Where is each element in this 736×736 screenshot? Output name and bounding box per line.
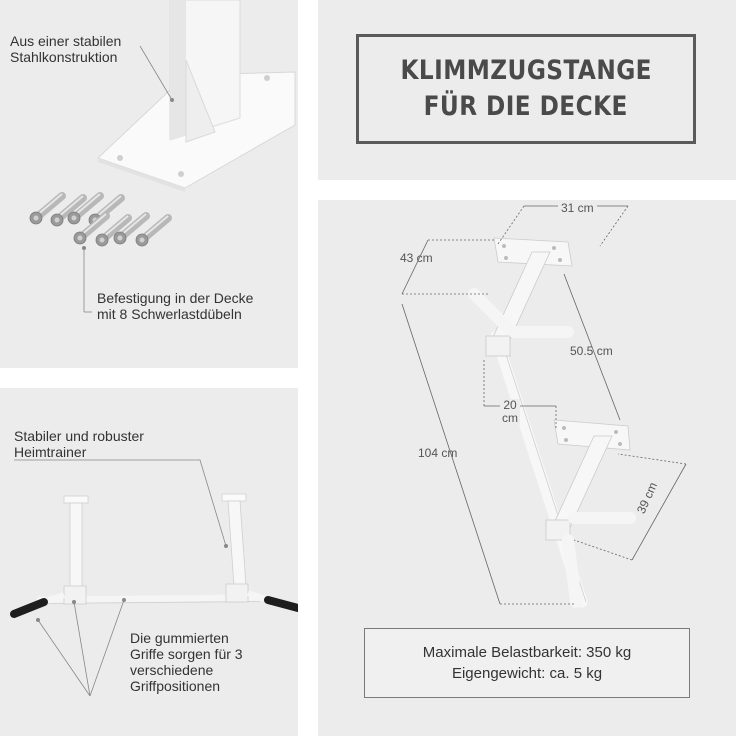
title-panel xyxy=(318,0,736,180)
dimension-top-width: 31 cm xyxy=(558,201,597,215)
dimension-total-length: 104 cm xyxy=(418,446,458,460)
dimension-end-length: 39 cm xyxy=(634,480,661,516)
max-load-text: Maximale Belastbarkeit: 350 kg xyxy=(422,644,632,661)
caption-line: Heimtrainer xyxy=(14,444,87,460)
product-title-line-2: FÜR DIE DECKE xyxy=(423,91,629,122)
caption-line: Stahlkonstruktion xyxy=(10,49,118,65)
caption-line: Befestigung in der Decke xyxy=(97,290,254,306)
ceiling-mounting-caption xyxy=(97,290,253,322)
caption-line: Die gummierten xyxy=(130,630,229,646)
dimension-bar-spacing-value: 20 xyxy=(503,398,517,412)
caption-line: Stabiler und robuster xyxy=(14,428,144,444)
steel-construction-panel xyxy=(0,0,298,368)
caption-line: verschiedene xyxy=(130,662,214,678)
caption-line: Griffe sorgen für 3 xyxy=(130,646,243,662)
product-title-line-1: KLIMMZUGSTANGE xyxy=(400,55,652,86)
home-trainer-panel xyxy=(0,388,298,736)
specs-box xyxy=(364,628,690,698)
dimension-mount-height: 43 cm xyxy=(400,251,433,265)
dimension-bar-spacing-unit: cm xyxy=(502,411,518,425)
product-title-box xyxy=(356,34,696,144)
dimension-bar-spacing xyxy=(500,399,520,425)
weight-text: Eigengewicht: ca. 5 kg xyxy=(451,665,603,682)
caption-line: Aus einer stabilen xyxy=(10,33,122,49)
rubber-grips-caption xyxy=(130,630,243,694)
dimensions-panel xyxy=(318,200,736,736)
caption-line: Griffpositionen xyxy=(130,678,221,694)
dimension-diagonal-length: 50.5 cm xyxy=(570,344,613,358)
caption-line: mit 8 Schwerlastdübeln xyxy=(97,306,242,322)
